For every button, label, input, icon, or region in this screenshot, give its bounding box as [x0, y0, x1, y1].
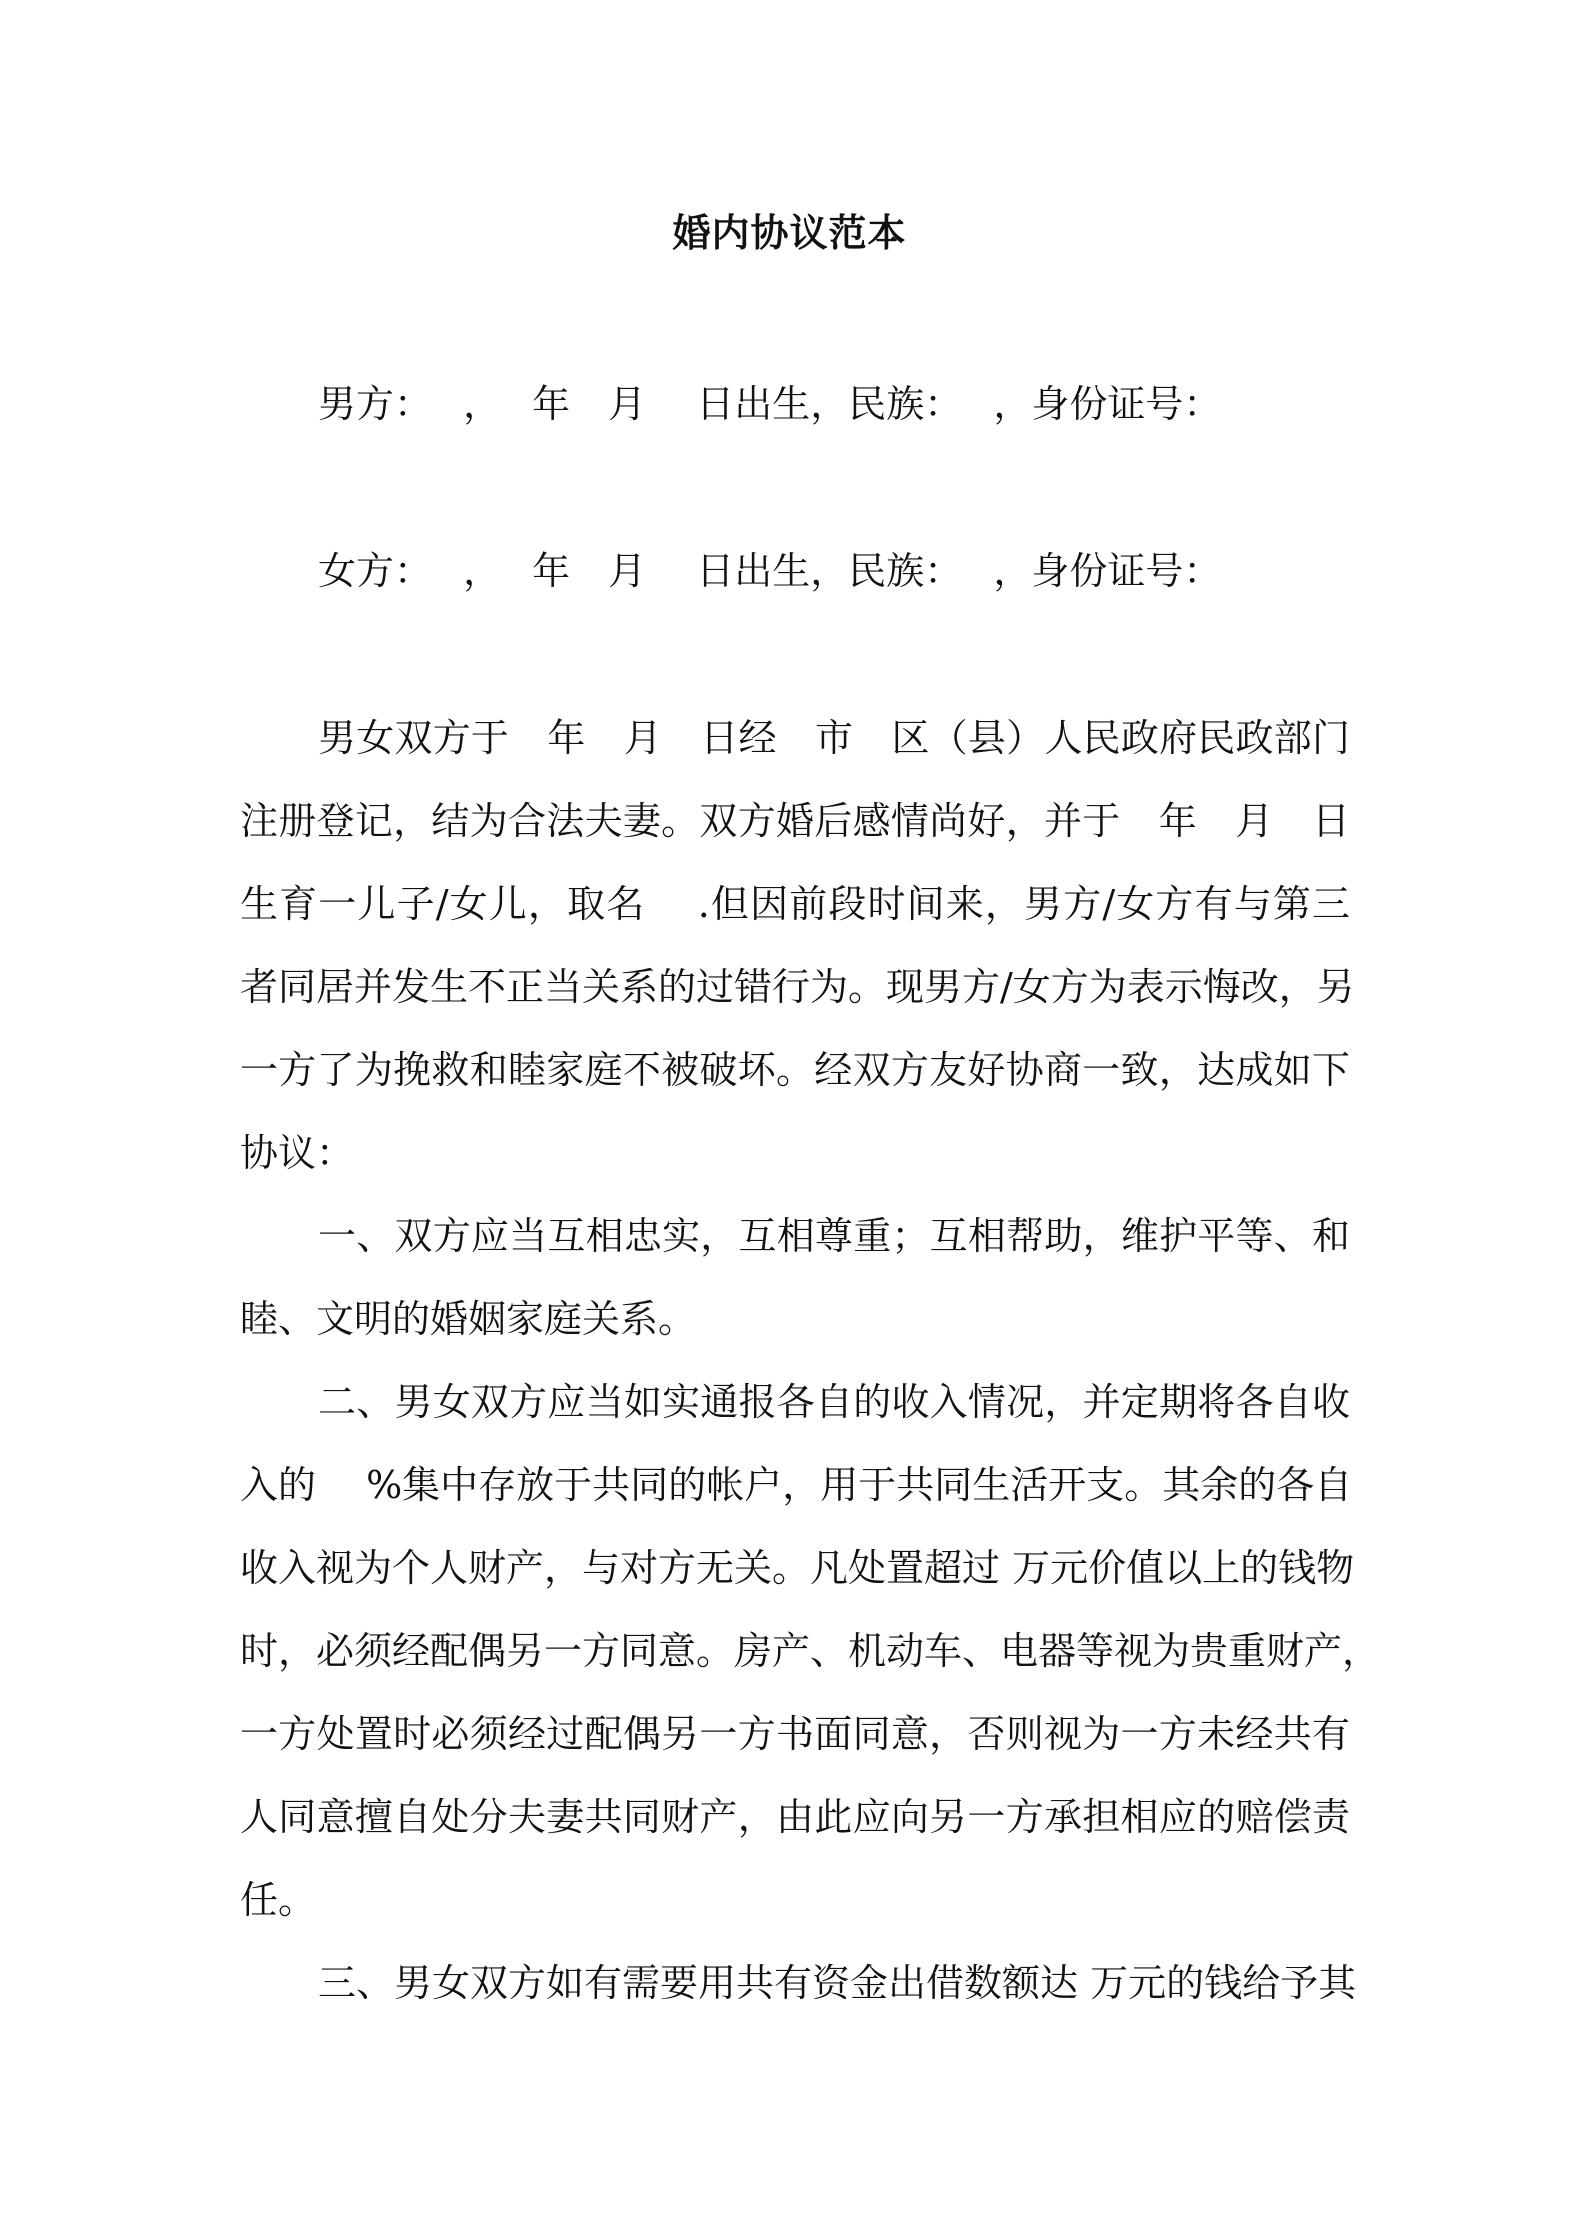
clause-1-line-1: 一、双方应当互相忠实，互相尊重；互相帮助，维护平等、和 — [318, 1214, 1350, 1258]
clause-2-line-5: 一方处置时必须经过配偶另一方书面同意，否则视为一方未经共有 — [240, 1712, 1350, 1756]
clause-2-line-3: 收入视为个人财产，与对方无关。凡处置超过 万元价值以上的钱物 — [240, 1546, 1355, 1590]
intro-line-5: 一方了为挽救和睦家庭不被破坏。经双方友好协商一致，达成如下 — [240, 1048, 1350, 1092]
intro-line-4: 者同居并发生不正当关系的过错行为。现男方/女方为表示悔改，另 — [240, 965, 1355, 1009]
intro-line-3: 生育一儿子/女儿，取名 .但因前段时间来，男方/女方有与第三 — [240, 882, 1350, 926]
male-info-line: 男方： ， 年 月 日出生，民族： ，身份证号： — [318, 382, 1222, 426]
clause-2-line-2: 入的 %集中存放于共同的帐户，用于共同生活开支。其余的各自 — [240, 1463, 1353, 1507]
intro-line-6: 协议： — [240, 1131, 355, 1175]
clause-2-line-7: 任。 — [240, 1878, 317, 1922]
female-info-line: 女方： ， 年 月 日出生，民族： ，身份证号： — [318, 549, 1222, 593]
intro-line-1: 男女双方于 年 月 日经 市 区（县）人民政府民政部门 — [318, 716, 1350, 760]
clause-2-line-6: 人同意擅自处分夫妻共同财产，由此应向另一方承担相应的赔偿责 — [240, 1795, 1350, 1839]
clause-2-line-4: 时，必须经配偶另一方同意。房产、机动车、电器等视为贵重财产， — [240, 1629, 1381, 1673]
clause-1-line-2: 睦、文明的婚姻家庭关系。 — [240, 1297, 697, 1341]
clause-2-line-1: 二、男女双方应当如实通报各自的收入情况，并定期将各自收 — [318, 1380, 1350, 1424]
clause-3-line-1: 三、男女双方如有需要用共有资金出借数额达 万元的钱给予其 — [318, 1961, 1357, 2005]
intro-line-2: 注册登记，结为合法夫妻。双方婚后感情尚好，并于 年 月 日 — [240, 799, 1350, 843]
document-title: 婚内协议范本 — [672, 210, 907, 255]
